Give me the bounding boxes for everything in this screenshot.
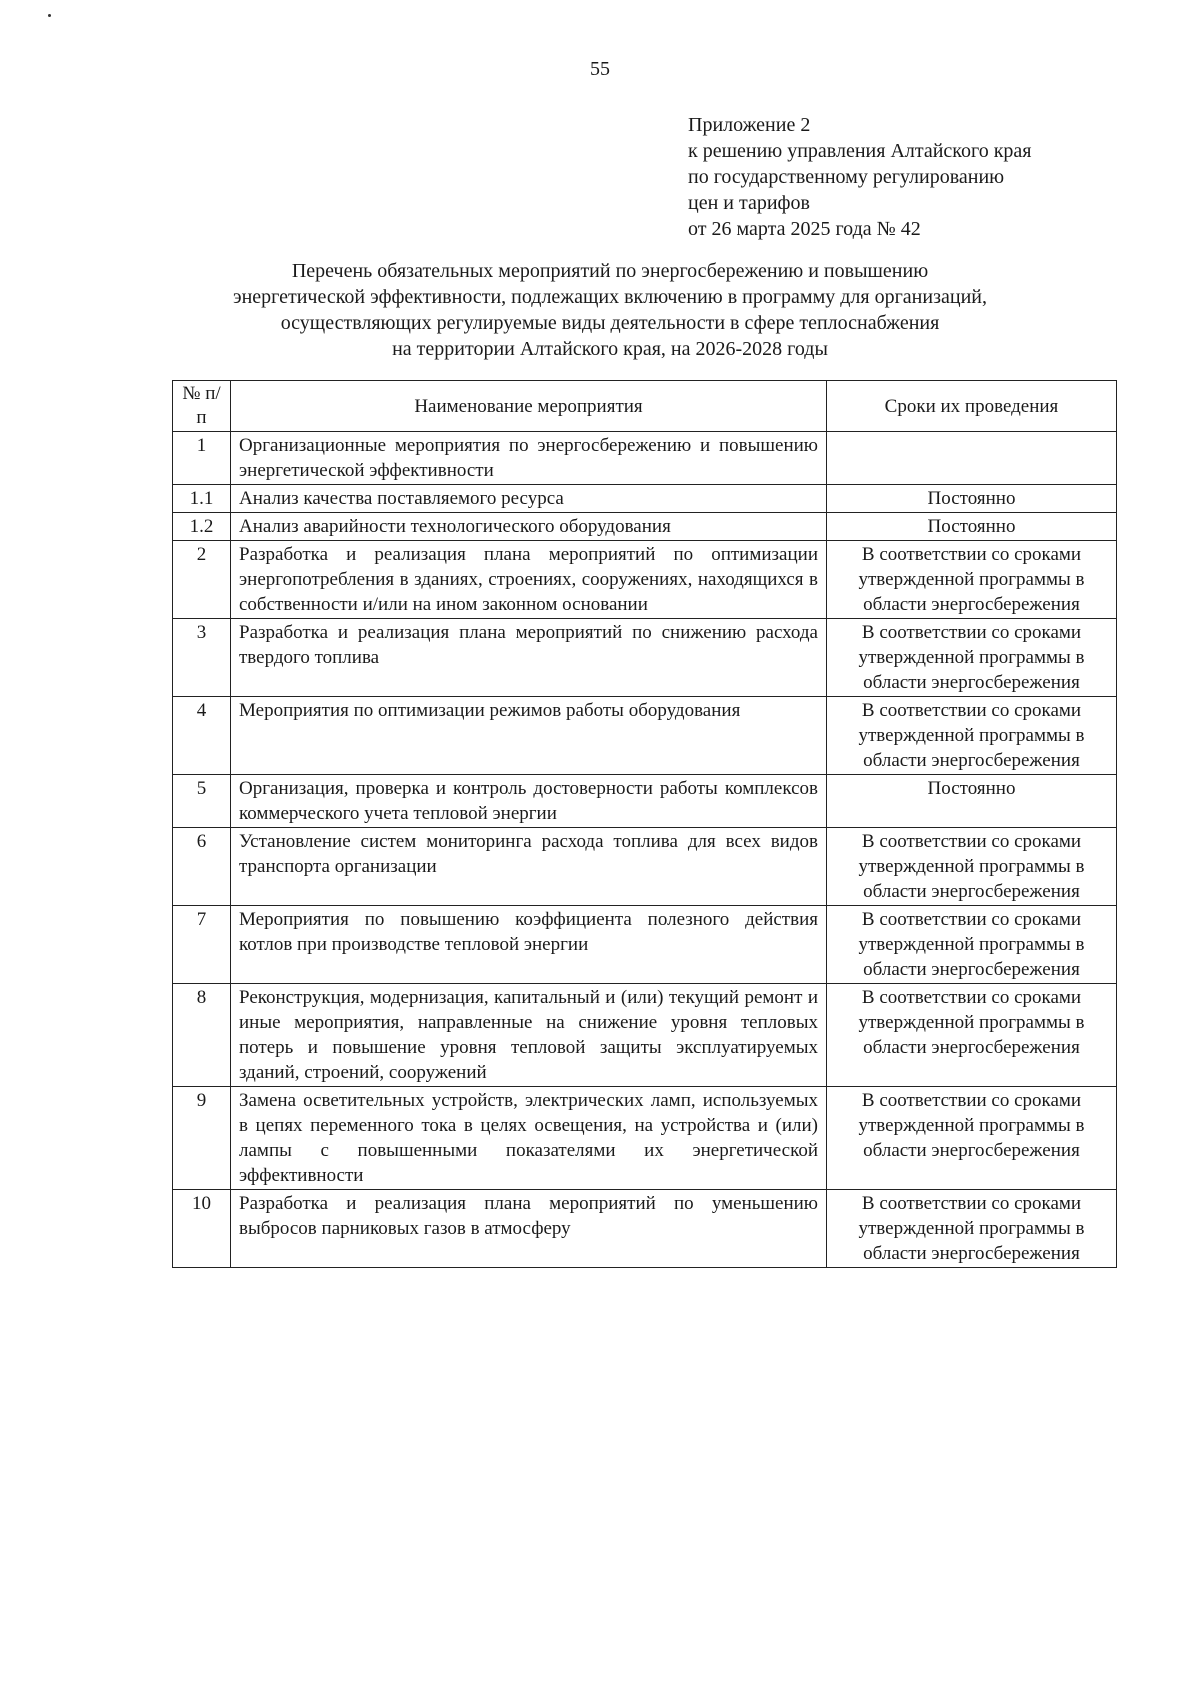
- appendix-block: [688, 112, 1148, 242]
- table-row: [173, 906, 1117, 984]
- row-number-cell: 7: [173, 906, 231, 984]
- row-number-cell: 4: [173, 697, 231, 775]
- title-line: энергетической эффективности, подлежащих включению в программу для организаций,: [233, 286, 987, 308]
- term-cell: В соответствии со сроками утвержденной программы в области энергосбережения: [827, 906, 1117, 984]
- appendix-line: по государственному регулированию: [688, 166, 1005, 188]
- measure-name-cell: Организационные мероприятия по энергосбережению и повышению энергетической эффективности: [231, 432, 827, 485]
- measure-name-cell: Разработка и реализация плана мероприятий по уменьшению выбросов парниковых газов в атмосферу: [231, 1190, 827, 1268]
- measure-name-cell: Анализ аварийности технологического оборудования: [231, 513, 827, 541]
- table-row: [173, 485, 1117, 513]
- table-header-row: [173, 381, 1117, 432]
- row-number-cell: 8: [173, 984, 231, 1087]
- row-number-cell: 2: [173, 541, 231, 619]
- appendix-line: цен и тарифов: [688, 192, 810, 214]
- measure-name-cell: Разработка и реализация плана мероприятий по оптимизации энергопотребления в зданиях, строениях, сооружениях, находящихся в собственности и/или на ином законном основании: [231, 541, 827, 619]
- term-cell: Постоянно: [827, 485, 1117, 513]
- row-number-cell: 10: [173, 1190, 231, 1268]
- term-cell: В соответствии со сроками утвержденной программы в области энергосбережения: [827, 984, 1117, 1087]
- table-row: [173, 513, 1117, 541]
- row-number-cell: 9: [173, 1087, 231, 1190]
- table-row: [173, 432, 1117, 485]
- title-line: осуществляющих регулируемые виды деятельности в сфере теплоснабжения: [280, 312, 940, 334]
- term-cell: В соответствии со сроками утвержденной программы в области энергосбережения: [827, 1087, 1117, 1190]
- scan-speck: [48, 14, 51, 17]
- table-body: [173, 432, 1117, 1268]
- title-line: Перечень обязательных мероприятий по энергосбережению и повышению: [291, 260, 929, 282]
- column-header-term: Сроки их проведения: [827, 381, 1117, 432]
- measure-name-cell: Разработка и реализация плана мероприятий по снижению расхода твердого топлива: [231, 619, 827, 697]
- measure-name-cell: Мероприятия по повышению коэффициента полезного действия котлов при производстве тепловой энергии: [231, 906, 827, 984]
- table-row: [173, 1087, 1117, 1190]
- table-row: [173, 697, 1117, 775]
- table-row: [173, 775, 1117, 828]
- term-cell: В соответствии со сроками утвержденной программы в области энергосбережения: [827, 1190, 1117, 1268]
- row-number-cell: 1: [173, 432, 231, 485]
- row-number-cell: 6: [173, 828, 231, 906]
- measure-name-cell: Анализ качества поставляемого ресурса: [231, 485, 827, 513]
- table-row: [173, 1190, 1117, 1268]
- column-header-number: № п/п: [173, 381, 231, 432]
- row-number-cell: 5: [173, 775, 231, 828]
- term-cell: Постоянно: [827, 775, 1117, 828]
- document-title: [150, 258, 1070, 362]
- term-cell: В соответствии со сроками утвержденной программы в области энергосбережения: [827, 697, 1117, 775]
- table-row: [173, 984, 1117, 1087]
- appendix-line: к решению управления Алтайского края: [688, 140, 1032, 162]
- title-line: на территории Алтайского края, на 2026-2028 годы: [392, 338, 828, 360]
- term-cell: В соответствии со сроками утвержденной программы в области энергосбережения: [827, 541, 1117, 619]
- appendix-line: от 26 марта 2025 года № 42: [688, 218, 921, 240]
- row-number-cell: 1.1: [173, 485, 231, 513]
- page-number: 55: [590, 58, 610, 80]
- column-header-name: Наименование мероприятия: [231, 381, 827, 432]
- table-row: [173, 541, 1117, 619]
- measure-name-cell: Организация, проверка и контроль достоверности работы комплексов коммерческого учета тепловой энергии: [231, 775, 827, 828]
- appendix-line: Приложение 2: [688, 114, 811, 136]
- measure-name-cell: Реконструкция, модернизация, капитальный и (или) текущий ремонт и иные мероприятия, направленные на снижение уровня тепловых потерь и повышение уровня тепловой защиты эксплуатируемых зданий, строений, сооружений: [231, 984, 827, 1087]
- measure-name-cell: Замена осветительных устройств, электрических ламп, используемых в цепях переменного тока в целях освещения, на устройства и (или) лампы с повышенными показателями их энергетической эффективности: [231, 1087, 827, 1190]
- row-number-cell: 1.2: [173, 513, 231, 541]
- table-row: [173, 619, 1117, 697]
- term-cell: Постоянно: [827, 513, 1117, 541]
- measure-name-cell: Мероприятия по оптимизации режимов работы оборудования: [231, 697, 827, 775]
- measures-table: [172, 380, 1117, 1268]
- term-cell: В соответствии со сроками утвержденной программы в области энергосбережения: [827, 828, 1117, 906]
- row-number-cell: 3: [173, 619, 231, 697]
- term-cell: [827, 432, 1117, 485]
- measure-name-cell: Установление систем мониторинга расхода топлива для всех видов транспорта организации: [231, 828, 827, 906]
- term-cell: В соответствии со сроками утвержденной программы в области энергосбережения: [827, 619, 1117, 697]
- table-row: [173, 828, 1117, 906]
